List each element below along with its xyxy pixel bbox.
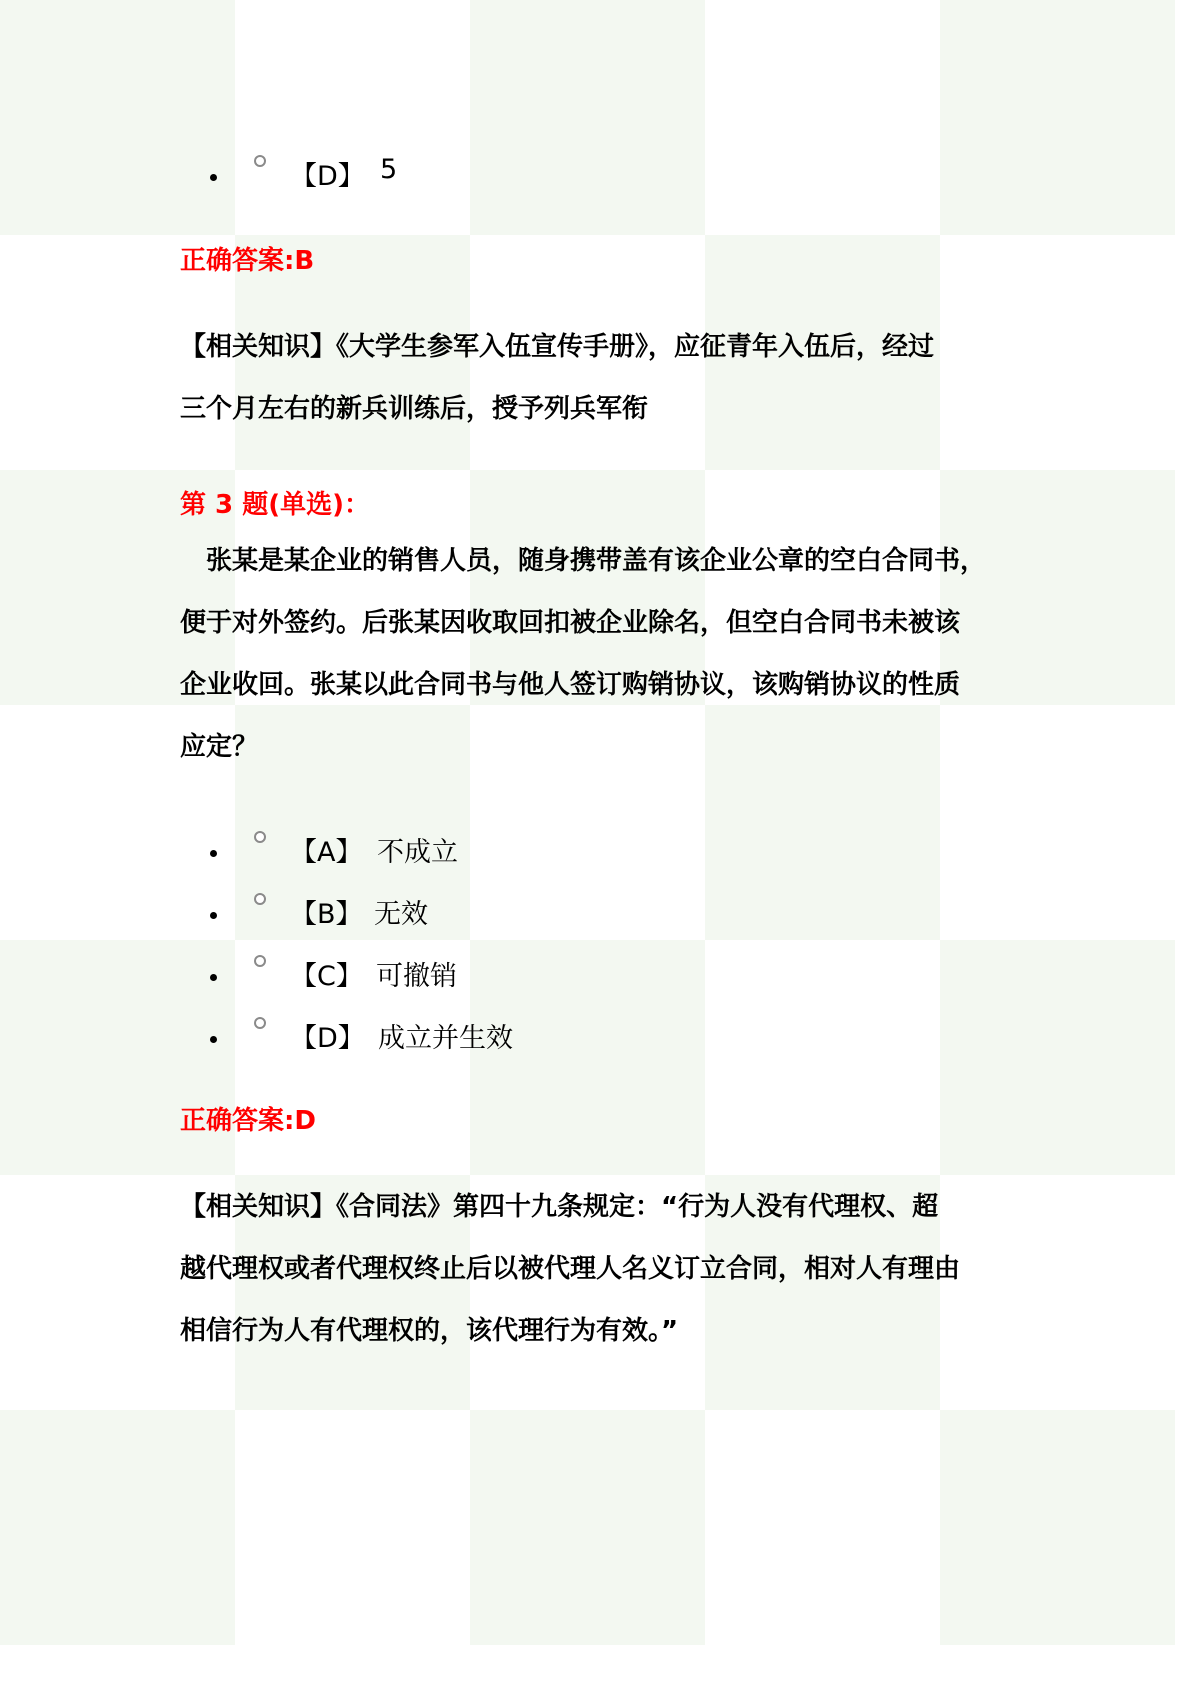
correct-answer-q3: 正确答案:D — [180, 1106, 316, 1136]
background-tile — [470, 1410, 705, 1645]
background-tile — [940, 1410, 1175, 1645]
background-tile — [0, 1410, 235, 1645]
option-letter: 【B】 — [290, 899, 363, 930]
related-knowledge-q2 — [180, 316, 1040, 440]
bullet-icon — [210, 174, 217, 181]
radio-button-q3-d[interactable] — [254, 1017, 266, 1029]
related-knowledge-q3 — [180, 1176, 1040, 1362]
knowledge-line: 三个月左右的新兵训练后，授予列兵军衔 — [180, 394, 649, 424]
background-tile — [0, 940, 235, 1175]
knowledge-line: 【相关知识】《大学生参军入伍宣传手册》，应征青年入伍后，经过 — [180, 332, 935, 362]
background-tile — [940, 0, 1175, 235]
option-text: 不成立 — [377, 837, 458, 868]
option-text: 5 — [380, 154, 398, 185]
question-line: 便于对外签约。后张某因收取回扣被企业除名，但空白合同书未被该 — [180, 608, 961, 638]
knowledge-line: 越代理权或者代理权终止后以被代理人名义订立合同，相对人有理由 — [180, 1254, 961, 1284]
option-letter: 【D】 — [290, 161, 365, 192]
question-title-q3: 第 3 题(单选)： — [180, 490, 370, 520]
option-text: 成立并生效 — [378, 1023, 513, 1054]
bullet-icon — [210, 974, 217, 981]
radio-button-q2-d[interactable] — [254, 155, 266, 167]
question-text-q3 — [180, 530, 1040, 778]
bullet-icon — [210, 912, 217, 919]
radio-button-q3-a[interactable] — [254, 831, 266, 843]
question-line: 张某是某企业的销售人员，随身携带盖有该企业公章的空白合同书， — [206, 546, 987, 576]
bullet-icon — [210, 850, 217, 857]
radio-button-q3-b[interactable] — [254, 893, 266, 905]
background-tile — [470, 0, 705, 235]
question-line: 应定？ — [180, 732, 259, 762]
option-letter: 【C】 — [290, 961, 363, 992]
background-tile — [470, 940, 705, 1175]
bullet-icon — [210, 1036, 217, 1043]
knowledge-line: 【相关知识】《合同法》第四十九条规定：“行为人没有代理权、超 — [180, 1192, 939, 1222]
correct-answer-q2: 正确答案:B — [180, 246, 315, 276]
question-line: 企业收回。张某以此合同书与他人签订购销协议，该购销协议的性质 — [180, 670, 961, 700]
knowledge-line: 相信行为人有代理权的，该代理行为有效。” — [180, 1316, 679, 1346]
option-text: 可撤销 — [376, 961, 457, 992]
option-text: 无效 — [374, 899, 428, 930]
option-letter: 【A】 — [290, 837, 363, 868]
option-letter: 【D】 — [290, 1023, 365, 1054]
background-tile — [940, 940, 1175, 1175]
radio-button-q3-c[interactable] — [254, 955, 266, 967]
background-tile — [0, 0, 235, 235]
